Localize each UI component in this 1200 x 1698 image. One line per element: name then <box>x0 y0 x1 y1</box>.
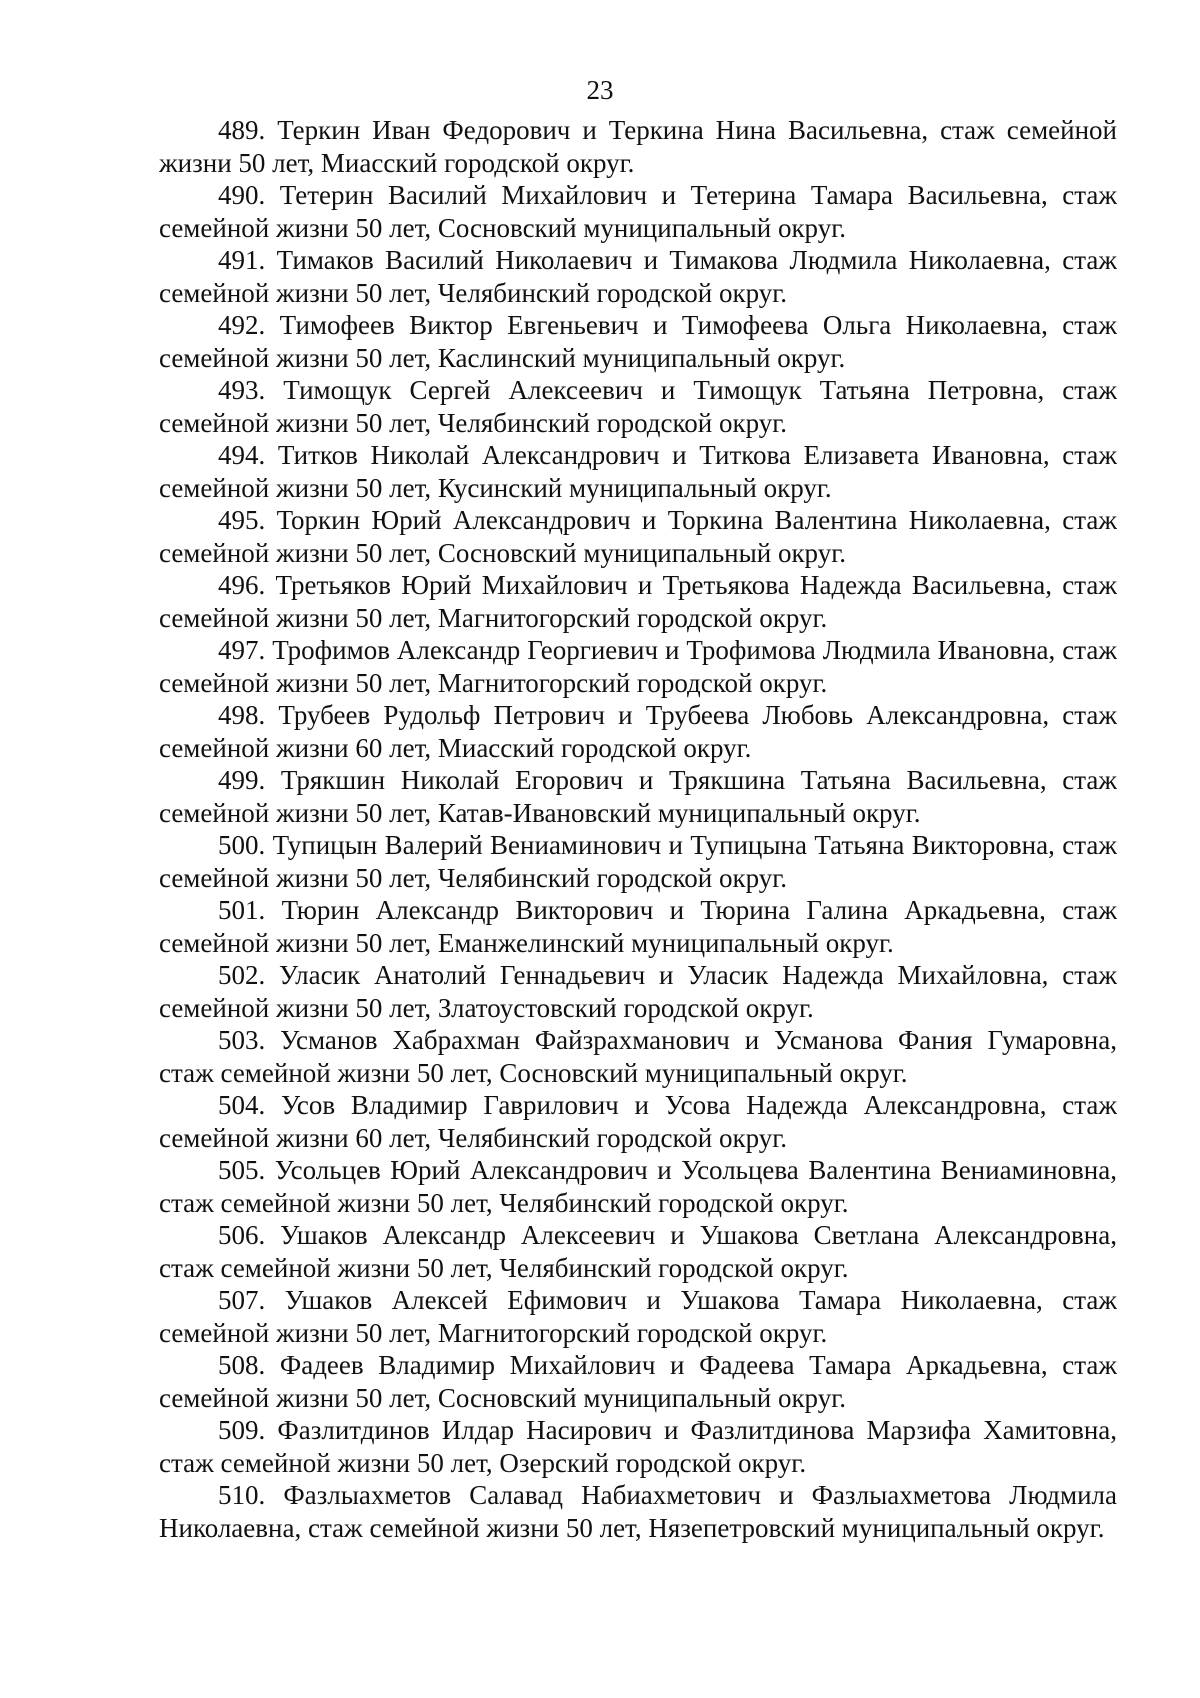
list-item: 507. Ушаков Алексей Ефимович и Ушакова Тамара Николаевна, стаж семейной жизни 50 лет, Магнитогорский городской округ. <box>159 1285 1117 1348</box>
list-item: 493. Тимощук Сергей Алексеевич и Тимощук Татьяна Петровна, стаж семейной жизни 50 лет, Челябинский городской округ. <box>159 375 1117 438</box>
entry-list <box>159 114 1117 1577</box>
list-item: 497. Трофимов Александр Георгиевич и Трофимова Людмила Ивановна, стаж семейной жизни 50 лет, Магнитогорский городской округ. <box>159 635 1117 698</box>
list-item: 502. Уласик Анатолий Геннадьевич и Уласик Надежда Михайловна, стаж семейной жизни 50 лет, Златоустовский городской округ. <box>159 960 1117 1023</box>
page-number: 23 <box>586 75 614 105</box>
list-item: 510. Фазлыахметов Салавад Набиахметович и Фазлыахметова Людмила Николаевна, стаж семейной жизни 50 лет, Нязепетровский муниципальный округ. <box>159 1480 1117 1543</box>
list-item: 492. Тимофеев Виктор Евгеньевич и Тимофеева Ольга Николаевна, стаж семейной жизни 50 лет, Каслинский муниципальный округ. <box>159 310 1117 373</box>
list-item: 501. Тюрин Александр Викторович и Тюрина Галина Аркадьевна, стаж семейной жизни 50 лет, Еманжелинский муниципальный округ. <box>159 895 1117 958</box>
list-item: 503. Усманов Хабрахман Файзрахманович и Усманова Фания Гумаровна, стаж семейной жизни 50 лет, Сосновский муниципальный округ. <box>159 1025 1117 1088</box>
list-item: 494. Титков Николай Александрович и Титкова Елизавета Ивановна, стаж семейной жизни 50 лет, Кусинский муниципальный округ. <box>159 440 1117 503</box>
list-item: 508. Фадеев Владимир Михайлович и Фадеева Тамара Аркадьевна, стаж семейной жизни 50 лет, Сосновский муниципальный округ. <box>159 1350 1117 1413</box>
list-item: 498. Трубеев Рудольф Петрович и Трубеева Любовь Александровна, стаж семейной жизни 60 лет, Миасский городской округ. <box>159 700 1117 763</box>
list-item: 506. Ушаков Александр Алексеевич и Ушакова Светлана Александровна, стаж семейной жизни 50 лет, Челябинский городской округ. <box>159 1220 1117 1283</box>
list-item: 489. Теркин Иван Федорович и Теркина Нина Васильевна, стаж семейной жизни 50 лет, Миасский городской округ. <box>159 115 1117 178</box>
list-item: 505. Усольцев Юрий Александрович и Усольцева Валентина Вениаминовна, стаж семейной жизни 50 лет, Челябинский городской округ. <box>159 1155 1117 1218</box>
list-item: 496. Третьяков Юрий Михайлович и Третьякова Надежда Васильевна, стаж семейной жизни 50 лет, Магнитогорский городской округ. <box>159 570 1117 633</box>
list-item: 495. Торкин Юрий Александрович и Торкина Валентина Николаевна, стаж семейной жизни 50 лет, Сосновский муниципальный округ. <box>159 505 1117 568</box>
list-item: 499. Трякшин Николай Егорович и Трякшина Татьяна Васильевна, стаж семейной жизни 50 лет, Катав-Ивановский муниципальный округ. <box>159 765 1117 828</box>
list-item: 490. Тетерин Василий Михайлович и Тетерина Тамара Васильевна, стаж семейной жизни 50 лет, Сосновский муниципальный округ. <box>159 180 1117 243</box>
list-item: 491. Тимаков Василий Николаевич и Тимакова Людмила Николаевна, стаж семейной жизни 50 лет, Челябинский городской округ. <box>159 245 1117 308</box>
list-item: 504. Усов Владимир Гаврилович и Усова Надежда Александровна, стаж семейной жизни 60 лет, Челябинский городской округ. <box>159 1090 1117 1153</box>
list-item: 509. Фазлитдинов Илдар Насирович и Фазлитдинова Марзифа Хамитовна, стаж семейной жизни 50 лет, Озерский городской округ. <box>159 1415 1117 1478</box>
list-item: 500. Тупицын Валерий Вениаминович и Тупицына Татьяна Викторовна, стаж семейной жизни 50 лет, Челябинский городской округ. <box>159 830 1117 893</box>
